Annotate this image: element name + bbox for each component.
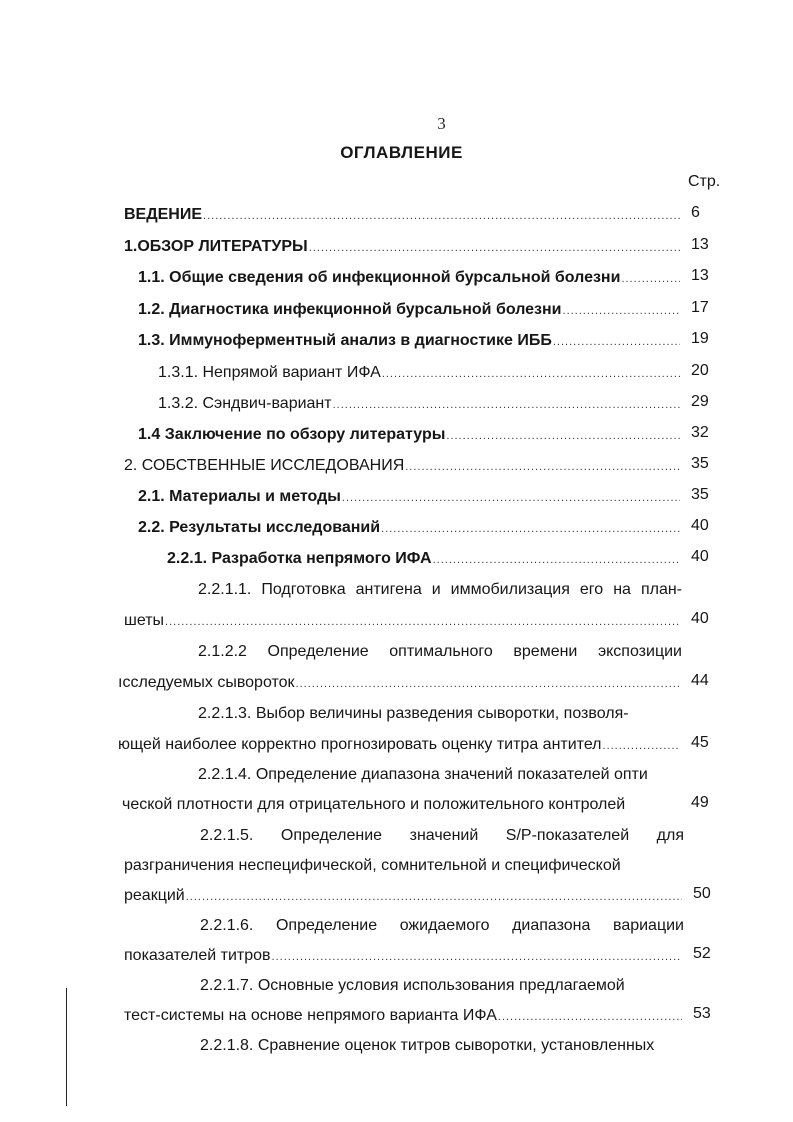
toc-entry-text: 2.2.1.6. Определение ожидаемого диапазона вариации — [200, 917, 684, 934]
toc-leader-dots — [433, 550, 680, 570]
page-column-label: Стр. — [688, 173, 721, 190]
toc-entry-page: 32 — [691, 424, 709, 441]
toc-leader-dots — [405, 457, 680, 477]
toc-entry-text: 2.1. Материалы и методы — [138, 488, 341, 505]
toc-entry[interactable] — [200, 976, 670, 996]
toc-leader-dots — [553, 332, 680, 352]
toc-entry-text: 2.2.1.7. Основные условия использования предлагаемой — [200, 977, 625, 994]
toc-leader-dots — [203, 206, 680, 226]
toc-entry-text: 2.2. Результаты исследований — [138, 519, 381, 536]
toc-entry[interactable] — [158, 394, 680, 415]
toc-entry-continuation[interactable] — [124, 886, 682, 907]
toc-entry-continuation[interactable] — [122, 795, 682, 815]
toc-entry-text: 2.2.1.8. Сравнение оценок титров сыворотки, установленных — [200, 1037, 655, 1054]
toc-leader-dots — [309, 238, 680, 258]
toc-entry-page: 35 — [691, 455, 709, 472]
toc-entry-text: 2.2.1.3. Выбор величины разведения сыворотки, позволя- — [198, 705, 629, 722]
toc-entry-text: 2.2.1.4. Определение диапазона значений показателей опти — [198, 766, 648, 783]
toc-entry[interactable] — [158, 363, 680, 384]
toc-entry-text: 1.3. Иммуноферментный анализ в диагностике ИББ — [138, 332, 552, 349]
toc-leader-dots — [165, 612, 680, 632]
toc-entry[interactable] — [200, 826, 684, 846]
toc-entry-continuation[interactable] — [118, 735, 680, 756]
toc-entry-text: 1.3.2. Сэндвич-вариант — [158, 395, 332, 412]
toc-entry-page: 17 — [691, 299, 709, 316]
toc-leader-dots — [498, 1007, 682, 1027]
toc-entry-continuation[interactable] — [124, 856, 664, 876]
toc-entry-text: 1.1. Общие сведения об инфекционной бурсальной болезни — [138, 269, 621, 286]
scan-margin-line — [66, 988, 67, 1106]
toc-entry[interactable] — [198, 765, 684, 785]
toc-entry-continuation[interactable] — [124, 1006, 682, 1027]
toc-entry-page: 45 — [691, 734, 709, 751]
toc-entry[interactable] — [138, 487, 680, 508]
toc-entry[interactable] — [200, 916, 684, 936]
toc-entry-text: 2.2.1.5. Определение значений S/P-показателей для — [200, 827, 684, 844]
toc-entry-continuation[interactable] — [124, 611, 680, 632]
toc-leader-dots — [333, 395, 680, 415]
toc-entry-text-cont: ıсследуемых сывороток — [118, 674, 295, 691]
toc-entry-text: 2. СОБСТВЕННЫЕ ИССЛЕДОВАНИЯ — [124, 457, 405, 474]
toc-entry-page: 19 — [691, 330, 709, 347]
toc-entry-text-cont: ющей наиболее корректно прогнозировать оценку титра антител — [118, 736, 602, 753]
toc-leader-dots — [603, 736, 680, 756]
toc-leader-dots — [342, 488, 680, 508]
toc-entry-page: 50 — [693, 885, 711, 902]
toc-entry-continuation[interactable] — [118, 673, 680, 694]
toc-entry[interactable] — [138, 300, 680, 321]
toc-leader-dots — [381, 519, 680, 539]
toc-entry-page: 13 — [691, 267, 709, 284]
toc-entry-text: 2.2.1. Разработка непрямого ИФА — [167, 550, 432, 567]
toc-entry-page: 40 — [691, 548, 709, 565]
toc-entry-text: 1.3.1. Непрямой вариант ИФА — [158, 364, 381, 381]
toc-entry-text: 2.2.1.1. Подготовка антигена и иммобилизация его на план- — [198, 581, 682, 598]
toc-entry-text: 2.1.2.2 Определение оптимального времени экспозиции — [198, 643, 682, 660]
toc-entry-page: 40 — [691, 517, 709, 534]
toc-entry-text-cont: показателей титров — [124, 947, 271, 964]
toc-entry[interactable] — [138, 518, 680, 539]
toc-leader-dots — [382, 364, 680, 384]
toc-entry-page: 49 — [691, 794, 709, 811]
toc-leader-dots — [296, 674, 680, 694]
toc-entry[interactable] — [198, 704, 664, 724]
toc-entry-text: 1.4 Заключение по обзору литературы — [138, 426, 446, 443]
toc-entry-page: 6 — [691, 204, 700, 221]
toc-entry-text: ВЕДЕНИЕ — [124, 206, 203, 223]
toc-entry-page: 52 — [693, 945, 711, 962]
toc-entry-continuation[interactable] — [124, 946, 682, 967]
toc-entry-text-cont: ческой плотности для отрицательного и положительного контролей — [122, 796, 626, 813]
toc-title: ОГЛАВЛЕНИЕ — [340, 143, 463, 162]
toc-leader-dots — [446, 426, 680, 446]
toc-entry[interactable] — [198, 580, 682, 600]
toc-entry-text: 1.2. Диагностика инфекционной бурсальной болезни — [138, 301, 562, 318]
toc-entry[interactable] — [200, 1036, 686, 1056]
toc-entry-page: 44 — [691, 672, 709, 689]
toc-entry[interactable] — [138, 425, 680, 446]
toc-entry[interactable] — [124, 205, 680, 226]
page-number: 3 — [437, 114, 446, 133]
toc-entry-page: 29 — [691, 393, 709, 410]
toc-entry-text: 1.ОБЗОР ЛИТЕРАТУРЫ — [124, 238, 308, 255]
toc-leader-dots — [186, 887, 682, 907]
toc-leader-dots — [563, 301, 680, 321]
toc-entry-page: 40 — [691, 610, 709, 627]
toc-entry[interactable] — [138, 268, 680, 289]
toc-leader-dots — [272, 947, 682, 967]
toc-entry-text-cont: тест-системы на основе непрямого варианта ИФА — [124, 1007, 497, 1024]
toc-entry-page: 35 — [691, 486, 709, 503]
toc-entry-text-cont: шеты — [124, 612, 165, 629]
toc-entry[interactable] — [124, 456, 680, 477]
toc-entry[interactable] — [138, 331, 680, 352]
toc-leader-dots — [621, 269, 680, 289]
toc-entry-page: 53 — [693, 1005, 711, 1022]
toc-entry[interactable] — [198, 642, 682, 662]
toc-entry[interactable] — [124, 237, 680, 258]
toc-entry-page: 13 — [691, 236, 709, 253]
toc-entry-text-cont: разграничения неспецифической, сомнительной и специфической — [124, 857, 621, 874]
toc-entry-text-cont2: реакций — [124, 887, 185, 904]
toc-entry[interactable] — [167, 549, 680, 570]
toc-entry-page: 20 — [691, 362, 709, 379]
